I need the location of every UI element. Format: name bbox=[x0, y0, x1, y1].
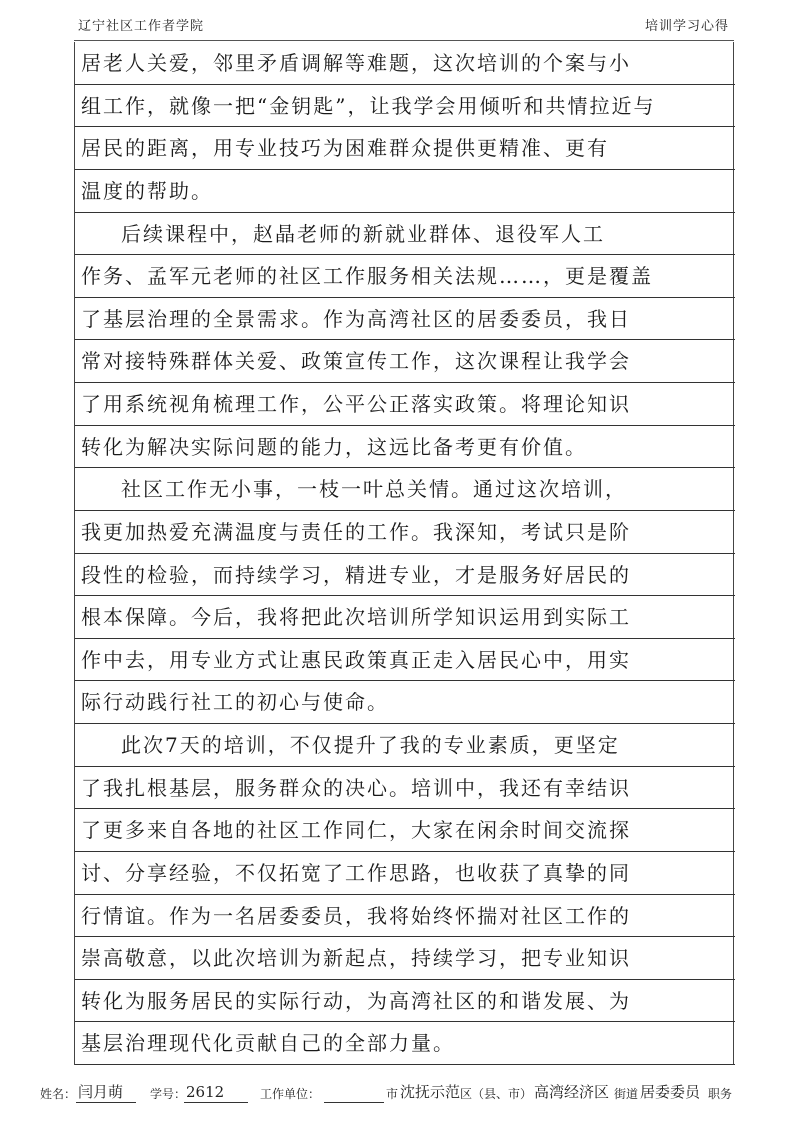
name-value: 闫月萌 bbox=[78, 1083, 124, 1101]
role-value: 居委委员 bbox=[640, 1083, 701, 1101]
id-label: 学号： bbox=[150, 1087, 187, 1101]
city-label: 市 bbox=[386, 1087, 399, 1101]
unit-underline bbox=[324, 1102, 384, 1103]
text-line: 此次7天的培训，不仅提升了我的专业素质，更坚定 bbox=[75, 724, 735, 767]
text-line: 崇高敬意，以此次培训为新起点，持续学习，把专业知识 bbox=[75, 937, 735, 980]
city-value: 沈抚示范 bbox=[400, 1083, 461, 1101]
street-value: 高湾经济区 bbox=[534, 1083, 610, 1101]
text-line: 了更多来自各地的社区工作同仁，大家在闲余时间交流探 bbox=[75, 809, 735, 852]
doc-type-header: 培训学习心得 bbox=[644, 19, 729, 34]
text-line: 作务、孟军元老师的社区工作服务相关法规……，更是覆盖 bbox=[75, 255, 735, 298]
text-line: 常对接特殊群体关爱、政策宣传工作，这次课程让我学会 bbox=[75, 340, 735, 383]
text-line: 段性的检验，而持续学习，精进专业，才是服务好居民的 bbox=[75, 554, 735, 597]
text-line: 根本保障。今后，我将把此次培训所学知识运用到实际工 bbox=[75, 596, 735, 639]
text-line: 温度的帮助。 bbox=[75, 170, 735, 213]
text-line: 基层治理现代化贡献自己的全部力量。 bbox=[75, 1022, 735, 1065]
text-line: 社区工作无小事，一枝一叶总关情。通过这次培训， bbox=[75, 468, 735, 511]
id-value: 2612 bbox=[186, 1083, 225, 1101]
text-line: 行情谊。作为一名居委委员，我将始终怀揣对社区工作的 bbox=[75, 895, 735, 938]
text-line: 了基层治理的全景需求。作为高湾社区的居委委员，我日 bbox=[75, 298, 735, 341]
footer-info bbox=[40, 1082, 740, 1106]
text-line: 了用系统视角梳理工作，公平公正落实政策。将理论知识 bbox=[75, 383, 735, 426]
text-line: 转化为解决实际问题的能力，这远比备考更有价值。 bbox=[75, 426, 735, 469]
header-rule bbox=[74, 40, 734, 41]
text-line: 了我扎根基层，服务群众的决心。培训中，我还有幸结识 bbox=[75, 767, 735, 810]
text-line: 际行动践行社工的初心与使命。 bbox=[75, 681, 735, 724]
street-label: 街道 bbox=[614, 1087, 639, 1101]
text-line: 讨、分享经验，不仅拓宽了工作思路，也收获了真挚的同 bbox=[75, 852, 735, 895]
district-label: 区（县、市） bbox=[460, 1087, 533, 1101]
school-header: 辽宁社区工作者学院 bbox=[78, 19, 205, 34]
text-line: 后续课程中，赵晶老师的新就业群体、退役军人工 bbox=[75, 213, 735, 256]
name-underline bbox=[76, 1102, 136, 1103]
id-underline bbox=[184, 1102, 248, 1103]
text-line: 组工作，就像一把“金钥匙”，让我学会用倾听和共情拉近与 bbox=[75, 85, 735, 128]
unit-label: 工作单位： bbox=[260, 1087, 321, 1101]
text-line: 我更加热爱充满温度与责任的工作。我深知，考试只是阶 bbox=[75, 511, 735, 554]
text-line: 居老人关爱，邻里矛盾调解等难题，这次培训的个案与小 bbox=[75, 42, 735, 85]
duty-label: 职务 bbox=[708, 1087, 733, 1101]
name-label: 姓名： bbox=[40, 1087, 77, 1101]
text-line: 转化为服务居民的实际行动，为高湾社区的和谐发展、为 bbox=[75, 980, 735, 1023]
text-line: 作中去，用专业方式让惠民政策真正走入居民心中，用实 bbox=[75, 639, 735, 682]
text-line: 居民的距离，用专业技巧为困难群众提供更精准、更有 bbox=[75, 127, 735, 170]
lined-writing-area bbox=[74, 42, 734, 1065]
